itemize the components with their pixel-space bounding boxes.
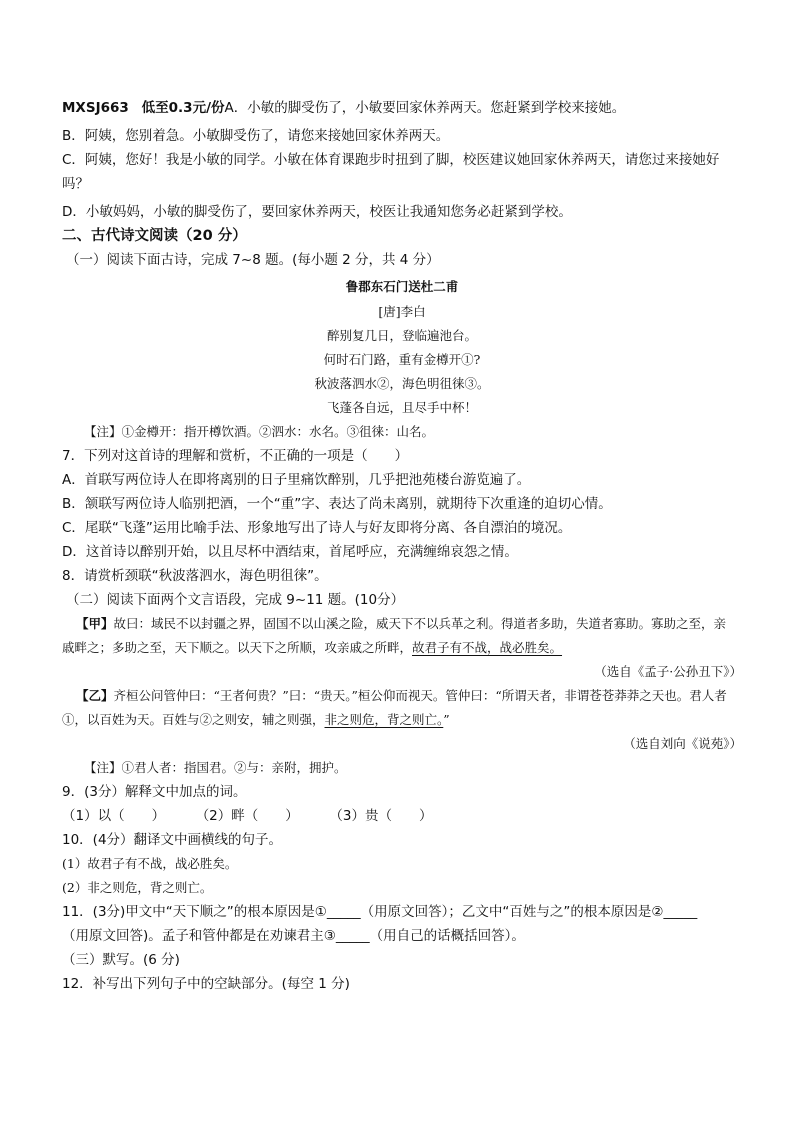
- section-heading: 二、古代诗文阅读（20 分）: [62, 228, 247, 244]
- price-tag: 低至0.3元/份: [141, 100, 225, 116]
- passage-note: 【注】①君人者：指国君。②与：亲附，拥护。: [84, 760, 347, 775]
- q11-line: 11．(3分)甲文中“天下顺之”的根本原因是①_____（用原文回答）；乙文中“百姓与之”的根本原因是②_____: [62, 904, 698, 920]
- part2-instruction: （二）阅读下面两个文言语段，完成 9~11 题。(10分）: [66, 592, 405, 608]
- q10-item: (1）故君子有不战，战必胜矣。: [62, 856, 238, 871]
- poem-author: [唐]李白: [378, 304, 426, 319]
- poem-line: 何时石门路，重有金樽开①?: [323, 352, 481, 367]
- q12-stem: 12．补写出下列句子中的空缺部分。(每空 1 分): [62, 976, 350, 992]
- passage-yi-source: （选自刘向《说苑》）: [623, 736, 742, 751]
- poem-note: 【注】①金樽开：指开樽饮酒。②泗水：水名。③徂徕：山名。: [84, 424, 435, 439]
- poem-line: 秋波落泗水②，海色明徂徕③。: [314, 376, 490, 391]
- passage-jia-source: （选自《孟子·公孙丑下》）: [594, 664, 742, 679]
- option-c: C．阿姨，您好！我是小敏的同学。小敏在体育课跑步时扭到了脚，校医建议她回家休养两天，请您过来接她好吗？: [62, 152, 720, 192]
- option-b: B．阿姨，您别着急。小敏脚受伤了，请您来接她回家休养两天。: [62, 128, 450, 144]
- option-d: D．小敏妈妈，小敏的脚受伤了，要回家休养两天，校医让我通知您务必赶紧到学校。: [62, 204, 572, 220]
- q7-option: C．尾联“飞蓬”运用比喻手法、形象地写出了诗人与好友即将分离、各自漂泊的境况。: [62, 520, 572, 536]
- q10-stem: 10．(4分）翻译文中画横线的句子。: [62, 832, 283, 848]
- passage-jia-text: 故曰：域民不以封疆之界，固国不以山溪之险，威天下不以兵革之利。得道者多助，失道者寡助。寡助之至，亲戚畔之；多助之至，天下顺之。以天下之所顺，攻亲戚之所畔，: [62, 616, 727, 655]
- passage-yi-label: 【乙】: [76, 688, 114, 703]
- passage-yi-underlined: 非之则危，背之则亡。: [324, 712, 444, 727]
- passage-yi-tail: ”: [443, 712, 450, 727]
- passage-yi: [62, 684, 734, 732]
- doc-code: MXSJ663: [62, 100, 129, 116]
- part3-instruction: （三）默写。(6 分): [62, 952, 180, 968]
- q9-item: （3）贵（ ）: [329, 808, 433, 824]
- q9-items: [62, 804, 742, 828]
- poem-line: 飞蓬各自远，且尽手中杯！: [326, 400, 477, 415]
- q11-line: （用原文回答)。孟子和管仲都是在劝谏君主③_____（用自己的话概括回答）。: [62, 928, 525, 944]
- q10-item: (2）非之则危，背之则亡。: [62, 880, 213, 895]
- poem-line: 醉别复几日，登临遍池台。: [326, 328, 477, 343]
- q7-option: D．这首诗以醉别开始，以且尽杯中酒结束，首尾呼应，充满缠绵哀怨之情。: [62, 544, 518, 560]
- q7-stem: 7．下列对这首诗的理解和赏析，不正确的一项是（ ）: [62, 448, 409, 464]
- passage-jia-label: 【甲】: [76, 616, 114, 631]
- passage-yi-text: 齐桓公问管仲曰：“王者何贵？”曰：“贵天。”桓公仰而视天。管仲曰：“所谓天者，非谓苍苍莽莽之天也。君人者①，以百姓为天。百姓与②之则安，辅之则强，: [62, 688, 727, 727]
- poem-title: 鲁郡东石门送杜二甫: [345, 279, 459, 294]
- option-a-text: A．小敏的脚受伤了，小敏要回家休养两天。您赶紧到学校来接她。: [224, 100, 626, 116]
- option-a-line: [62, 96, 742, 120]
- q7-option: A．首联写两位诗人在即将离别的日子里痛饮醉别，几乎把池苑楼台游览遍了。: [62, 472, 531, 488]
- q8-stem: 8．请赏析颈联“秋波落泗水，海色明徂徕”。: [62, 568, 328, 584]
- q7-option: B．颔联写两位诗人临别把酒，一个“重”字、表达了尚未离别，就期待下次重逢的迫切心情。: [62, 496, 612, 512]
- q9-item: （2）畔（ ）: [195, 808, 299, 824]
- passage-jia: [62, 612, 734, 660]
- passage-jia-underlined: 故君子有不战，战必胜矣。: [412, 640, 563, 655]
- exam-page: [62, 96, 742, 996]
- q9-item: （1）以（ ）: [62, 808, 166, 824]
- q9-stem: 9．(3分）解释文中加点的词。: [62, 784, 247, 800]
- part1-instruction: （一）阅读下面古诗，完成 7~8 题。(每小题 2 分，共 4 分）: [66, 252, 440, 268]
